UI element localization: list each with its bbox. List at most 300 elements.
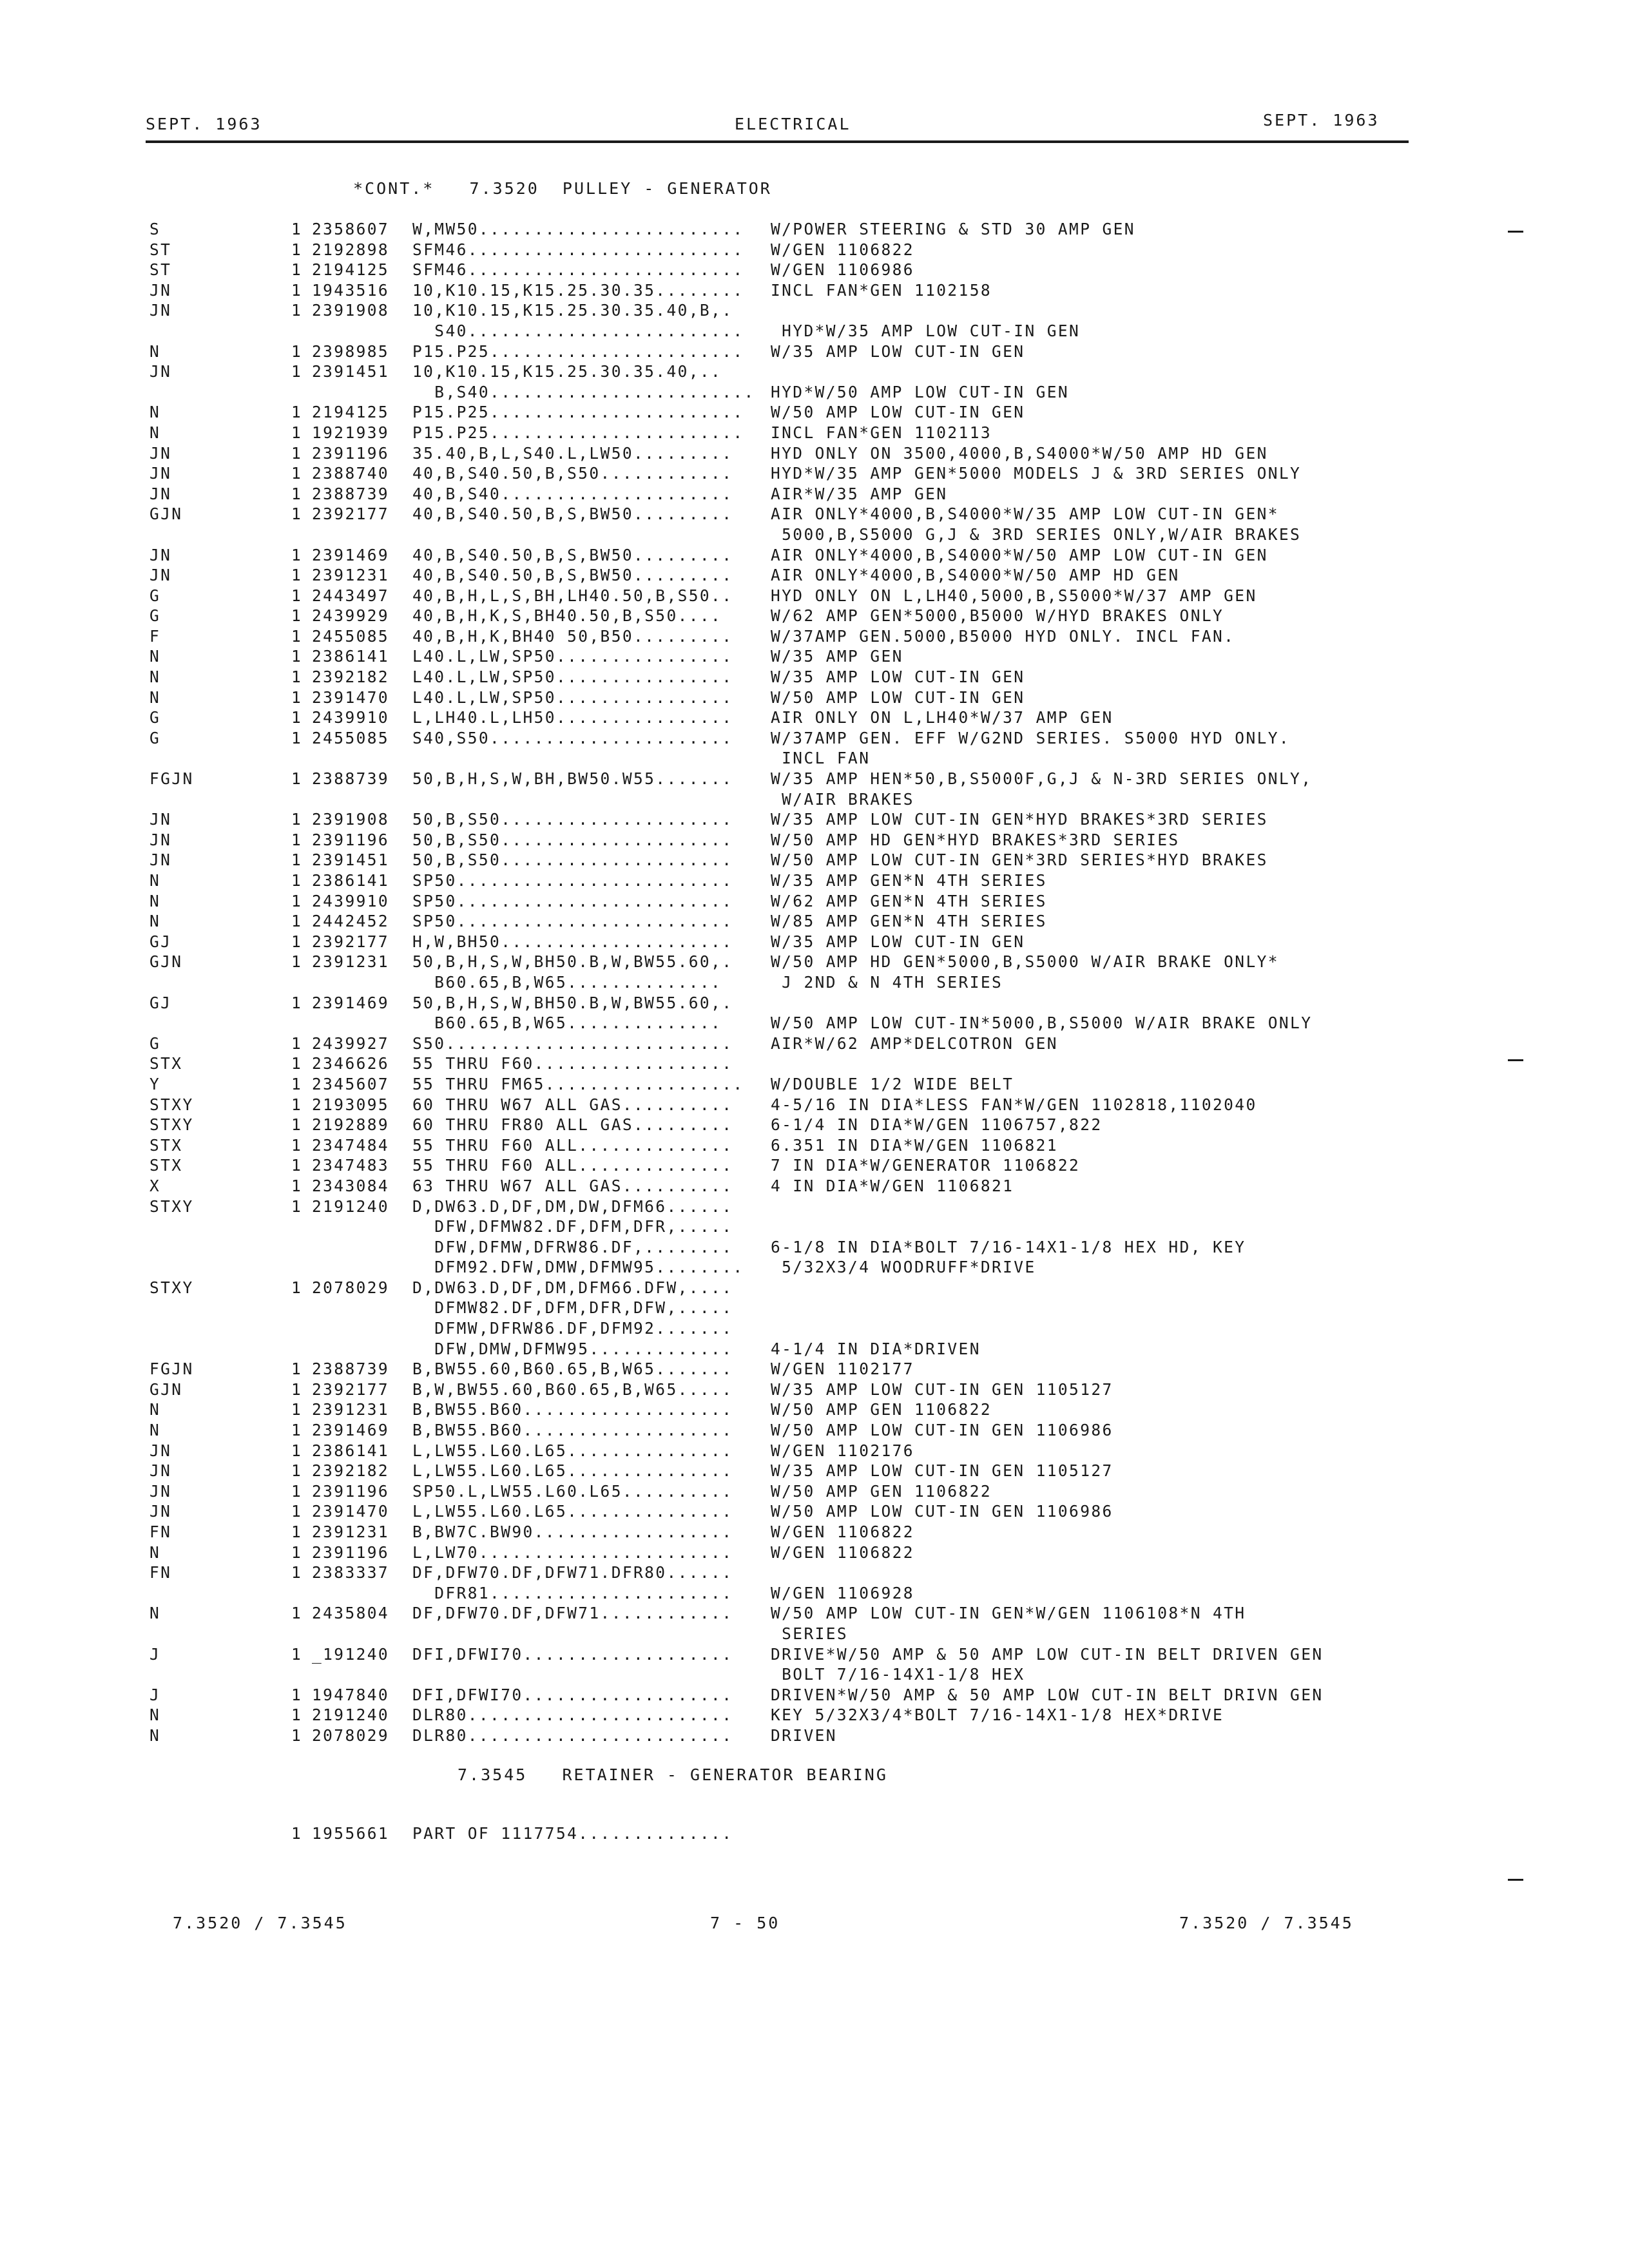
qty-cell: 1 [291, 1421, 303, 1440]
code-cell: ST [149, 260, 172, 280]
table-row [0, 1278, 1629, 1298]
code-cell: N [149, 1725, 161, 1745]
qty-cell: 1 [291, 1563, 303, 1582]
code-cell: GJN [149, 505, 183, 524]
qty-cell: 1 [291, 403, 303, 422]
model-cell: DFI,DFWI70................... [412, 1644, 733, 1664]
model-cell: 50,B,S50..................... [412, 810, 733, 829]
section-title: *CONT.* 7.3520 PULLEY - GENERATOR [353, 179, 772, 198]
table-row [0, 1501, 1629, 1522]
description-cell: 4 IN DIA*W/GEN 1106821 [771, 1176, 1014, 1195]
model-cell: L,LW70....................... [412, 1542, 733, 1562]
model-cell: 50,B,S50..................... [412, 850, 733, 870]
model-cell: DLR80........................ [412, 1725, 733, 1745]
table-row [0, 586, 1629, 606]
code-cell: JN [149, 464, 172, 483]
model-cell: DFI,DFWI70................... [412, 1685, 733, 1704]
description-cell: AIR*W/62 AMP*DELCOTRON GEN [771, 1033, 1058, 1053]
qty-cell: 1 [291, 362, 303, 381]
table-row [0, 932, 1629, 952]
part-number-cell: 2347483 [312, 1156, 390, 1175]
model-cell: DF,DFW70.DF,DFW71............ [412, 1604, 733, 1623]
qty-cell: 1 [291, 728, 303, 747]
table-row [0, 1033, 1629, 1054]
code-cell: N [149, 1400, 161, 1419]
model-cell: PART OF 1117754.............. [412, 1824, 733, 1843]
description-cell: W/35 AMP LOW CUT-IN GEN [771, 668, 1025, 687]
model-cell: B,BW55.B60................... [412, 1421, 733, 1440]
model-cell: P15.P25....................... [412, 403, 744, 422]
table-row [0, 830, 1629, 850]
table-row [0, 1624, 1629, 1644]
description-cell: W/50 AMP LOW CUT-IN*5000,B,S5000 W/AIR BRAKE ONLY [771, 1014, 1313, 1033]
model-cell: L,LW55.L60.L65............... [412, 1461, 733, 1481]
model-cell: D,DW63.D,DF,DM,DFM66.DFW,.... [412, 1278, 733, 1297]
code-cell: JN [149, 1441, 172, 1460]
table-row [0, 504, 1629, 524]
table-row [0, 240, 1629, 260]
table-row [0, 1053, 1629, 1074]
qty-cell: 1 [291, 1725, 303, 1745]
model-cell: 55 THRU F60 ALL.............. [412, 1156, 733, 1175]
model-cell: S40,S50...................... [412, 728, 733, 747]
qty-cell: 1 [291, 423, 303, 442]
qty-cell: 1 [291, 586, 303, 605]
qty-cell: 1 [291, 932, 303, 951]
table-row [0, 1420, 1629, 1441]
model-cell: 50,B,H,S,W,BH50.B,W,BW55.60,. [412, 952, 733, 972]
model-cell: 40,B,H,K,S,BH40.50,B,S50.... [412, 606, 722, 626]
table-row [0, 1237, 1629, 1258]
part-number-cell: 2391451 [312, 362, 390, 381]
table-row [0, 300, 1629, 321]
model-cell: B60.65,B,W65.............. [412, 972, 722, 992]
part-number-cell: 2391469 [312, 545, 390, 564]
qty-cell: 1 [291, 1502, 303, 1521]
qty-cell: 1 [291, 566, 303, 585]
model-cell: SP50......................... [412, 891, 733, 910]
model-cell: B,BW55.60,B60.65,B,W65....... [412, 1360, 733, 1379]
qty-cell: 1 [291, 668, 303, 687]
part-number-cell: 2388739 [312, 1360, 390, 1379]
part-number-cell: 1921939 [312, 423, 390, 442]
code-cell: GJN [149, 952, 183, 972]
code-cell: JN [149, 545, 172, 564]
code-cell: STXY [149, 1115, 194, 1135]
table-row [0, 443, 1629, 464]
qty-cell: 1 [291, 647, 303, 666]
description-cell: W/GEN 1102177 [771, 1360, 914, 1379]
part-number-cell: 2392177 [312, 505, 390, 524]
part-number-cell: 2194125 [312, 260, 390, 280]
description-cell: INCL FAN [771, 749, 871, 768]
part-number-cell: 2455085 [312, 626, 390, 646]
table-row [0, 1298, 1629, 1318]
part-number-cell: 2192898 [312, 240, 390, 259]
table-row [0, 728, 1629, 749]
qty-cell: 1 [291, 1685, 303, 1704]
description-cell: DRIVE*W/50 AMP & 50 AMP LOW CUT-IN BELT DRIVEN GEN [771, 1644, 1324, 1664]
part-number-cell: 2191240 [312, 1196, 390, 1216]
part-number-cell: 1955661 [312, 1824, 390, 1843]
table-row [0, 891, 1629, 912]
retainer-row [0, 1823, 1629, 1844]
model-cell: B60.65,B,W65.............. [412, 1014, 722, 1033]
qty-cell: 1 [291, 891, 303, 910]
description-cell: J 2ND & N 4TH SERIES [771, 972, 1003, 992]
table-row [0, 341, 1629, 362]
part-number-cell: 2192889 [312, 1115, 390, 1135]
part-number-cell: 2391908 [312, 810, 390, 829]
description-cell: INCL FAN*GEN 1102158 [771, 280, 992, 300]
description-cell: W/GEN 1106822 [771, 240, 914, 259]
code-cell: F [149, 626, 161, 646]
description-cell: W/50 AMP LOW CUT-IN GEN 1106986 [771, 1421, 1113, 1440]
part-number-cell: 2391196 [312, 1542, 390, 1562]
table-row [0, 1685, 1629, 1706]
table-row [0, 1013, 1629, 1033]
description-cell: W/50 AMP LOW CUT-IN GEN [771, 687, 1025, 707]
code-cell: FN [149, 1523, 172, 1541]
code-cell: G [149, 606, 161, 626]
table-row [0, 1522, 1629, 1542]
model-cell: 50,B,H,S,W,BH,BW50.W55....... [412, 769, 733, 789]
part-number-cell: 2191240 [312, 1706, 390, 1725]
qty-cell: 1 [291, 626, 303, 646]
description-cell: W/62 AMP GEN*N 4TH SERIES [771, 891, 1047, 910]
description-cell: W/85 AMP GEN*N 4TH SERIES [771, 912, 1047, 931]
code-cell: JN [149, 301, 172, 320]
table-row [0, 545, 1629, 566]
part-number-cell: 2391231 [312, 1523, 390, 1541]
qty-cell: 1 [291, 220, 303, 238]
model-cell: 10,K10.15,K15.25.30.35.40,.. [412, 362, 722, 381]
model-cell: SFM46......................... [412, 240, 744, 259]
table-row [0, 565, 1629, 586]
code-cell: N [149, 647, 161, 666]
parts-list [0, 219, 1629, 1746]
qty-cell: 1 [291, 1706, 303, 1725]
code-cell: N [149, 871, 161, 890]
part-number-cell: 2392182 [312, 668, 390, 687]
code-cell: G [149, 708, 161, 727]
qty-cell: 1 [291, 1400, 303, 1419]
description-cell: 6.351 IN DIA*W/GEN 1106821 [771, 1135, 1058, 1155]
description-cell: W/50 AMP LOW CUT-IN GEN 1106986 [771, 1502, 1113, 1521]
qty-cell: 1 [291, 1604, 303, 1623]
part-number-cell: 2347484 [312, 1135, 390, 1155]
model-cell: W,MW50........................ [412, 220, 744, 238]
description-cell: W/50 AMP GEN 1106822 [771, 1481, 992, 1501]
qty-cell: 1 [291, 1135, 303, 1155]
qty-cell: 1 [291, 545, 303, 564]
part-number-cell: 2193095 [312, 1095, 390, 1114]
table-row [0, 850, 1629, 870]
part-number-cell: 2439929 [312, 606, 390, 626]
table-row [0, 1562, 1629, 1583]
qty-cell: 1 [291, 1156, 303, 1175]
model-cell: 55 THRU F60.................. [412, 1054, 733, 1073]
model-cell: 60 THRU W67 ALL GAS.......... [412, 1095, 733, 1114]
table-row [0, 911, 1629, 932]
part-number-cell: 2343084 [312, 1176, 390, 1195]
qty-cell: 1 [291, 1824, 303, 1843]
header-date-right: SEPT. 1963 [1263, 111, 1380, 130]
part-number-cell: 1943516 [312, 280, 390, 300]
code-cell: FGJN [149, 769, 194, 789]
qty-cell: 1 [291, 505, 303, 524]
qty-cell: 1 [291, 1176, 303, 1195]
description-cell: W/35 AMP GEN*N 4TH SERIES [771, 871, 1047, 890]
description-cell: AIR ONLY*4000,B,S4000*W/50 AMP LOW CUT-IN GEN [771, 545, 1268, 564]
part-number-cell: _191240 [312, 1644, 390, 1664]
model-cell: DFMW,DFRW86.DF,DFM92....... [412, 1319, 733, 1338]
model-cell: 40,B,S40.50,B,S,BW50......... [412, 545, 733, 564]
code-cell: N [149, 341, 161, 361]
table-row [0, 321, 1629, 341]
table-row [0, 952, 1629, 972]
table-row [0, 626, 1629, 647]
model-cell: 40,B,S40..................... [412, 484, 733, 503]
table-row [0, 1135, 1629, 1156]
qty-cell: 1 [291, 687, 303, 707]
table-row [0, 1359, 1629, 1379]
description-cell: W/GEN 1106822 [771, 1523, 914, 1541]
description-cell: KEY 5/32X3/4*BOLT 7/16-14X1-1/8 HEX*DRIVE [771, 1706, 1224, 1725]
description-cell: W/50 AMP HD GEN*HYD BRAKES*3RD SERIES [771, 830, 1180, 849]
table-row [0, 667, 1629, 687]
part-number-cell: 2391231 [312, 1400, 390, 1419]
qty-cell: 1 [291, 484, 303, 503]
qty-cell: 1 [291, 871, 303, 890]
part-number-cell: 2388740 [312, 464, 390, 483]
table-row [0, 870, 1629, 891]
qty-cell: 1 [291, 708, 303, 727]
table-row [0, 219, 1629, 240]
table-row [0, 707, 1629, 728]
code-cell: GJ [149, 932, 172, 951]
qty-cell: 1 [291, 993, 303, 1012]
footer-ref-right: 7.3520 / 7.3545 [1179, 1914, 1354, 1932]
model-cell: SFM46......................... [412, 260, 744, 280]
part-number-cell: 2388739 [312, 769, 390, 789]
code-cell: GJ [149, 993, 172, 1012]
model-cell: 63 THRU W67 ALL GAS.......... [412, 1176, 733, 1195]
model-cell: 10,K10.15,K15.25.30.35........ [412, 280, 744, 300]
code-cell: JN [149, 1502, 172, 1521]
model-cell: DF,DFW70.DF,DFW71.DFR80...... [412, 1563, 733, 1582]
qty-cell: 1 [291, 1542, 303, 1562]
model-cell: 50,B,H,S,W,BH50.B,W,BW55.60,. [412, 993, 733, 1012]
description-cell: W/62 AMP GEN*5000,B5000 W/HYD BRAKES ONLY [771, 606, 1224, 626]
part-number-cell: 2391908 [312, 301, 390, 320]
description-cell: W/50 AMP GEN 1106822 [771, 1400, 992, 1419]
description-cell: AIR ONLY ON L,LH40*W/37 AMP GEN [771, 708, 1113, 727]
part-number-cell: 2391470 [312, 1502, 390, 1521]
qty-cell: 1 [291, 1523, 303, 1541]
part-number-cell: 2391451 [312, 850, 390, 870]
code-cell: JN [149, 850, 172, 870]
table-row [0, 280, 1629, 301]
part-number-cell: 2435804 [312, 1604, 390, 1623]
table-row [0, 1216, 1629, 1237]
model-cell: 60 THRU FR80 ALL GAS......... [412, 1115, 733, 1135]
code-cell: JN [149, 566, 172, 585]
code-cell: N [149, 1706, 161, 1725]
part-number-cell: 2391196 [312, 830, 390, 849]
code-cell: G [149, 728, 161, 747]
code-cell: STX [149, 1135, 183, 1155]
description-cell: SERIES [771, 1624, 849, 1643]
table-row [0, 1725, 1629, 1746]
description-cell: W/35 AMP GEN [771, 647, 903, 666]
description-cell: W/35 AMP LOW CUT-IN GEN 1105127 [771, 1461, 1113, 1481]
code-cell: N [149, 1542, 161, 1562]
description-cell: W/AIR BRAKES [771, 789, 914, 809]
part-number-cell: 2392182 [312, 1461, 390, 1481]
code-cell: JN [149, 830, 172, 849]
table-row [0, 1644, 1629, 1665]
model-cell: 40,B,H,L,S,BH,LH40.50,B,S50.. [412, 586, 733, 605]
margin-mark [1508, 1059, 1523, 1061]
code-cell: N [149, 668, 161, 687]
code-cell: N [149, 687, 161, 707]
table-row [0, 1318, 1629, 1339]
model-cell: 40,B,S40.50,B,S,BW50......... [412, 505, 733, 524]
table-row [0, 1705, 1629, 1725]
qty-cell: 1 [291, 280, 303, 300]
description-cell: W/GEN 1106986 [771, 260, 914, 280]
description-cell: W/35 AMP LOW CUT-IN GEN*HYD BRAKES*3RD SERIES [771, 810, 1268, 829]
part-number-cell: 2391231 [312, 566, 390, 585]
description-cell: HYD*W/50 AMP LOW CUT-IN GEN [771, 382, 1070, 401]
description-cell: W/50 AMP LOW CUT-IN GEN [771, 403, 1025, 422]
table-row [0, 646, 1629, 667]
part-number-cell: 2194125 [312, 403, 390, 422]
model-cell: D,DW63.D,DF,DM,DW,DFM66...... [412, 1196, 733, 1216]
table-row [0, 1196, 1629, 1217]
description-cell: HYD ONLY ON L,LH40,5000,B,S5000*W/37 AMP GEN [771, 586, 1257, 605]
part-number-cell: 2442452 [312, 912, 390, 931]
description-cell: W/35 AMP LOW CUT-IN GEN 1105127 [771, 1379, 1113, 1399]
model-cell: SP50.L,LW55.L60.L65.......... [412, 1481, 733, 1501]
description-cell: W/50 AMP LOW CUT-IN GEN*W/GEN 1106108*N 4TH [771, 1604, 1246, 1623]
model-cell: S40......................... [412, 321, 744, 340]
qty-cell: 1 [291, 1360, 303, 1379]
description-cell: W/GEN 1106822 [771, 1542, 914, 1562]
model-cell: P15.P25....................... [412, 341, 744, 361]
part-number-cell: 2439927 [312, 1033, 390, 1053]
code-cell: G [149, 1033, 161, 1053]
qty-cell: 1 [291, 952, 303, 972]
table-row [0, 463, 1629, 484]
code-cell: JN [149, 280, 172, 300]
code-cell: JN [149, 443, 172, 463]
code-cell: FN [149, 1563, 172, 1582]
code-cell: G [149, 586, 161, 605]
qty-cell: 1 [291, 1095, 303, 1114]
model-cell: B,W,BW55.60,B60.65,B,W65..... [412, 1379, 733, 1399]
part-number-cell: 2439910 [312, 891, 390, 910]
code-cell: GJN [149, 1379, 183, 1399]
qty-cell: 1 [291, 1379, 303, 1399]
qty-cell: 1 [291, 341, 303, 361]
part-number-cell: 2391196 [312, 443, 390, 463]
qty-cell: 1 [291, 260, 303, 280]
model-cell: DLR80........................ [412, 1706, 733, 1725]
code-cell: N [149, 1604, 161, 1623]
table-row [0, 687, 1629, 708]
description-cell: W/POWER STEERING & STD 30 AMP GEN [771, 220, 1135, 238]
table-row [0, 1115, 1629, 1135]
table-row [0, 361, 1629, 382]
code-cell: ST [149, 240, 172, 259]
model-cell: P15.P25....................... [412, 423, 744, 442]
model-cell: SP50......................... [412, 871, 733, 890]
model-cell: DFR81...................... [412, 1583, 733, 1602]
part-number-cell: 2391469 [312, 1421, 390, 1440]
code-cell: STXY [149, 1095, 194, 1114]
description-cell: 6-1/8 IN DIA*BOLT 7/16-14X1-1/8 HEX HD, KEY [771, 1237, 1246, 1256]
qty-cell: 1 [291, 1054, 303, 1073]
part-number-cell: 2383337 [312, 1563, 390, 1582]
qty-cell: 1 [291, 769, 303, 789]
model-cell: 35.40,B,L,S40.L,LW50......... [412, 443, 733, 463]
qty-cell: 1 [291, 1074, 303, 1093]
description-cell: W/35 AMP HEN*50,B,S5000F,G,J & N-3RD SERIES ONLY, [771, 769, 1313, 789]
table-row [0, 423, 1629, 443]
qty-cell: 1 [291, 240, 303, 259]
header-date-left: SEPT. 1963 [146, 115, 262, 133]
table-row [0, 1379, 1629, 1400]
qty-cell: 1 [291, 1278, 303, 1297]
footer-ref-left: 7.3520 / 7.3545 [173, 1914, 347, 1932]
description-cell: AIR ONLY*4000,B,S4000*W/35 AMP LOW CUT-IN GEN* [771, 505, 1279, 524]
table-row [0, 484, 1629, 505]
table-row [0, 402, 1629, 423]
part-number-cell: 2439910 [312, 708, 390, 727]
table-row [0, 1176, 1629, 1196]
table-row [0, 809, 1629, 830]
qty-cell: 1 [291, 1033, 303, 1053]
qty-cell: 1 [291, 1196, 303, 1216]
part-number-cell: 2386141 [312, 1441, 390, 1460]
part-number-cell: 2443497 [312, 586, 390, 605]
qty-cell: 1 [291, 810, 303, 829]
code-cell: S [149, 220, 161, 238]
code-cell: N [149, 891, 161, 910]
description-cell: W/GEN 1102176 [771, 1441, 914, 1460]
code-cell: STXY [149, 1278, 194, 1297]
table-row [0, 993, 1629, 1014]
description-cell: INCL FAN*GEN 1102113 [771, 423, 992, 442]
qty-cell: 1 [291, 1644, 303, 1664]
table-row [0, 1095, 1629, 1115]
description-cell: HYD*W/35 AMP GEN*5000 MODELS J & 3RD SERIES ONLY [771, 464, 1302, 483]
description-cell: 6-1/4 IN DIA*W/GEN 1106757,822 [771, 1115, 1103, 1135]
table-row [0, 1441, 1629, 1461]
code-cell: JN [149, 1461, 172, 1481]
table-row [0, 1155, 1629, 1176]
table-row [0, 606, 1629, 626]
table-row [0, 1542, 1629, 1563]
table-row [0, 1339, 1629, 1360]
part-number-cell: 2455085 [312, 728, 390, 747]
footer-page-number: 7 - 50 [710, 1914, 780, 1932]
table-row [0, 1481, 1629, 1502]
model-cell: B,BW55.B60................... [412, 1400, 733, 1419]
description-cell: W/50 AMP HD GEN*5000,B,S5000 W/AIR BRAKE ONLY* [771, 952, 1279, 972]
